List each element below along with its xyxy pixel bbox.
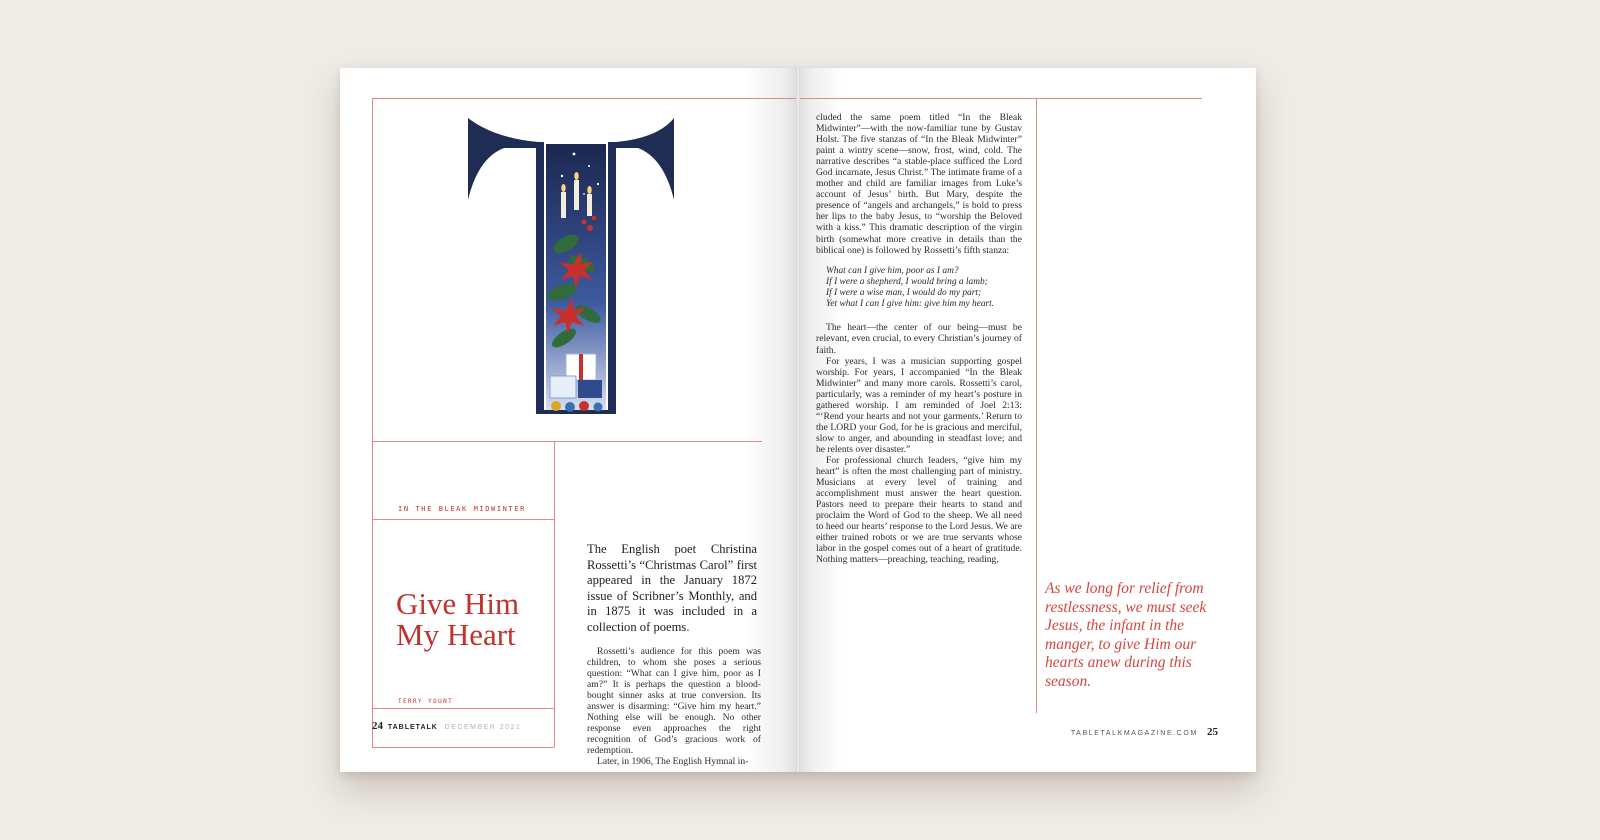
label-rule xyxy=(372,519,554,520)
magazine-spread xyxy=(340,68,1256,772)
body-paragraph: Later, in 1906, The English Hymnal in- xyxy=(597,756,749,768)
section-label: IN THE BLEAK MIDWINTER xyxy=(398,505,526,513)
left-margin-rule xyxy=(372,98,373,748)
body-paragraph: cluded the same poem titled “In the Bleak Midwinter”—with the now-familiar tune by Gustav Holst. The five stanzas of “In the Bleak Midwinter” paint a wintry scene—snow, frost, wind, cold. The narrative describes “a stable-place sufficed the Lord God incarnate, Jesus Christ.” The intimate frame of a mother and child are familiar images from Luke’s account of Jesus’ birth. But Mary, despite the presence of “angels and archangels,” is bold to press her lips to the baby Jesus, to “worship the Beloved with a kiss.” This dramatic description of the virgin birth (somewhat more creative in details than the biblical one) is followed by Rossetti’s fifth stanza: xyxy=(816,112,1022,256)
poem-line: If I were a wise man, I would do my part; xyxy=(826,288,982,299)
top-rule-left xyxy=(372,98,798,99)
poem-line: Yet what I can I give him: give him my heart. xyxy=(826,299,995,310)
left-page xyxy=(340,68,798,772)
spine-gutter xyxy=(796,68,800,772)
pull-quote: As we long for relief from restlessness, we must seek Jesus, the infant in the manger, to give Him our hearts anew during this season. xyxy=(1045,580,1207,690)
right-column-divider-rule xyxy=(1036,98,1037,713)
byline-rule xyxy=(372,708,554,709)
left-folio xyxy=(372,720,521,732)
author-byline: TERRY YOUNT xyxy=(398,698,454,705)
body-paragraph: For years, I was a musician supporting gospel worship. For years, I accompanied “In the Bleak Midwinter” and many more carols. Rossetti’s carol, particularly, was a reminder of my heart’s posture in gathered worship. I am reminded of Joel 2:13: “‘Rend your hearts and not your garments.’ Return to the LORD your God, for he is gracious and merciful, slow to anger, and abounding in steadfast love; and he relents over disaster.” xyxy=(816,355,1022,455)
right-page-number: 25 xyxy=(1207,726,1218,738)
left-page-number: 24 xyxy=(372,720,383,732)
magazine-name: TABLETALK xyxy=(387,724,438,731)
poem-line: If I were a shepherd, I would bring a lamb; xyxy=(826,276,988,287)
right-folio xyxy=(1071,720,1218,739)
poem-stanza xyxy=(826,266,1022,311)
poem-line: What can I give him, poor as I am? xyxy=(826,265,959,276)
top-rule-right xyxy=(798,98,1202,99)
magazine-website: TABLETALKMAGAZINE.COM xyxy=(1070,730,1198,737)
footer-rule xyxy=(372,747,554,748)
body-paragraph: For professional church leaders, “give him my heart” is often the most challenging part of ministry. Musicians at every level of training and accomplishment must answer the heart question. Pastors need to prepare their hearts to stand and proclaim the Word of God to the sheep. We all need to heed our hearts’ response to the Lord Jesus. We are either trained robots or we are true servants whose labor in the gospel comes out of a heart of gratitude. Nothing matters—preaching, teaching, reading, xyxy=(816,454,1022,566)
decorated-letter-t-illustration xyxy=(466,114,676,444)
body-paragraph: The heart—the center of our being—must be relevant, even crucial, to every Christian’s journey of faith. xyxy=(816,322,1022,356)
right-body-column xyxy=(816,112,1022,565)
article-title: Give Him My Heart xyxy=(396,586,520,652)
left-body-column xyxy=(587,646,761,768)
lead-paragraph: The English poet Christina Rossetti’s “Christmas Carol” first appeared in the January 1872 issue of Scribner’s Monthly, and in 1875 it was included in a collection of poems. xyxy=(587,542,757,634)
right-page xyxy=(798,68,1256,772)
issue-date: DECEMBER 2021 xyxy=(444,724,522,731)
body-paragraph: Rossetti’s audience for this poem was children, to whom she poses a serious question: “What can I give him, poor as I am?” It is perhaps the question a blood-bought sinner asks at true conversion. Its answer is disarming: “Give him my heart.” Nothing else will be enough. No other response even approaches the right recognition of God’s gracious work of redemption. xyxy=(587,646,761,757)
